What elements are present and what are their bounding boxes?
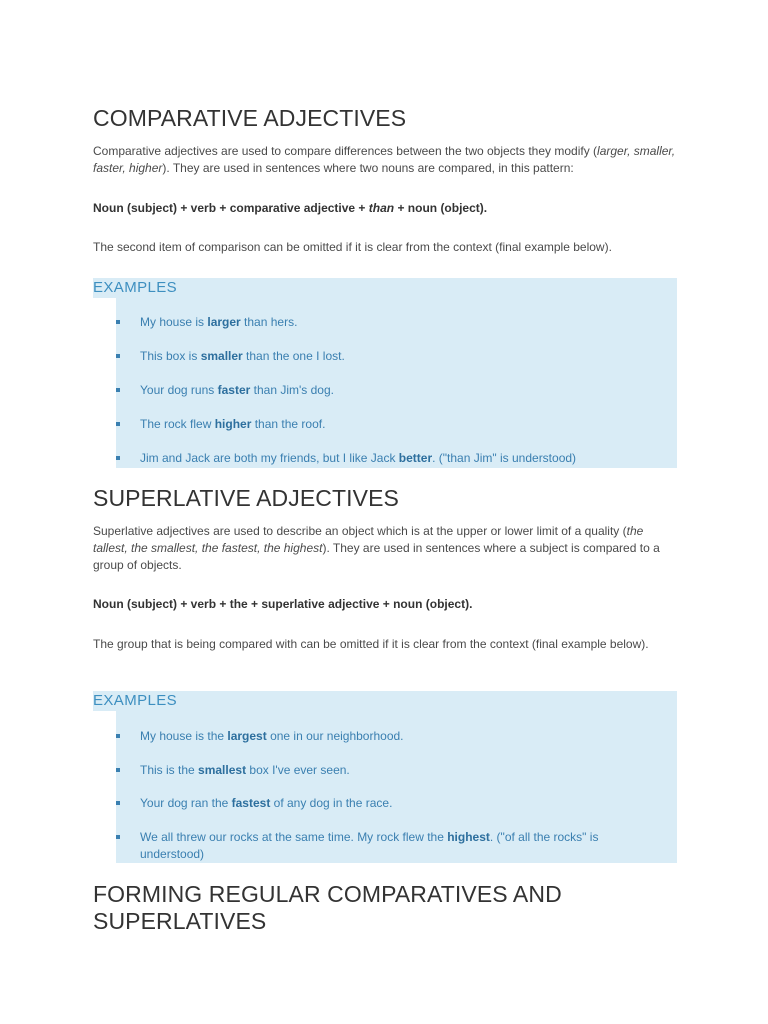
section-intro: Comparative adjectives are used to compare differences between the two objects they modify (larger, smaller, faster, higher). They are used in sentences where two nouns are compared, in this pattern:	[93, 144, 676, 175]
square-bullet-icon	[116, 320, 120, 324]
example-text: My house is the largest one in our neighborhood.	[140, 729, 404, 743]
examples-box	[93, 278, 677, 468]
square-bullet-icon	[116, 456, 120, 460]
pattern-formula: Noun (subject) + verb + the + superlative adjective + noun (object).	[93, 597, 473, 611]
square-bullet-icon	[116, 801, 120, 805]
example-text: Jim and Jack are both my friends, but I like Jack better. ("than Jim" is understood)	[140, 451, 577, 465]
example-text: My house is larger than hers.	[140, 315, 298, 329]
example-text: Your dog ran the fastest of any dog in the race.	[140, 796, 393, 810]
example-text: This box is smaller than the one I lost.	[140, 349, 345, 363]
square-bullet-icon	[116, 734, 120, 738]
section-intro: Superlative adjectives are used to describe an object which is at the upper or lower limit of a quality (the tallest, the smallest, the fastest, the highest). They are used in sentences where a subject is compared to a group of objects.	[93, 524, 660, 572]
example-text: Your dog runs faster than Jim's dog.	[140, 383, 334, 397]
section-title: COMPARATIVE ADJECTIVES	[93, 105, 407, 131]
section-note: The second item of comparison can be omitted if it is clear from the context (final example below).	[93, 240, 612, 254]
examples-heading: EXAMPLES	[93, 278, 677, 298]
square-bullet-icon	[116, 835, 120, 839]
example-text: This is the smallest box I've ever seen.	[140, 763, 350, 777]
example-text: We all threw our rocks at the same time. My rock flew the highest. ("of all the rocks" is understood)	[140, 830, 599, 861]
square-bullet-icon	[116, 388, 120, 392]
square-bullet-icon	[116, 354, 120, 358]
examples-heading: EXAMPLES	[93, 691, 677, 711]
examples-box	[93, 691, 677, 863]
section-title: FORMING REGULAR COMPARATIVES AND SUPERLATIVES	[93, 881, 562, 934]
square-bullet-icon	[116, 768, 120, 772]
example-text: The rock flew higher than the roof.	[140, 417, 326, 431]
square-bullet-icon	[116, 422, 120, 426]
section-note: The group that is being compared with can be omitted if it is clear from the context (final example below).	[93, 637, 649, 651]
pattern-formula: Noun (subject) + verb + comparative adjective + than + noun (object).	[93, 201, 488, 215]
section-title: SUPERLATIVE ADJECTIVES	[93, 485, 399, 511]
